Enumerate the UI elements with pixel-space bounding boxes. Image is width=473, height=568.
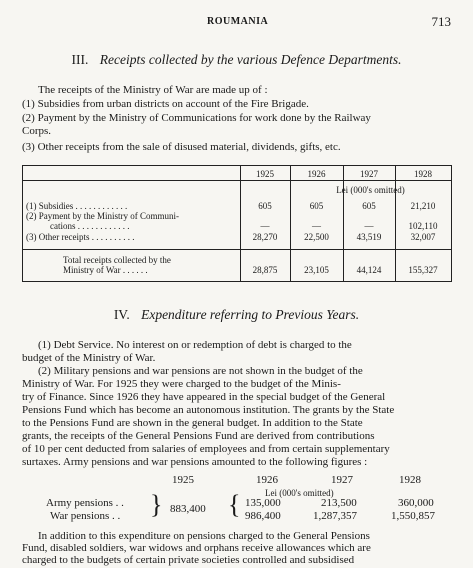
cell-value: 22,500 — [304, 232, 329, 242]
total-value: 23,105 — [304, 265, 329, 275]
closing-line: charged to the budgets of certain private societies controlled and subsidised — [22, 554, 355, 566]
section-3-title: Receipts collected by the various Defence Departments. — [99, 52, 402, 67]
cell-value: 605 — [362, 201, 376, 211]
receipt-item-3: (3) Other receipts from the sale of disused material, dividends, gifts, etc. — [22, 141, 341, 153]
pensions-line: of 10 per cent deducted from salaries of employees and from certain supplementary — [22, 443, 390, 455]
year-header: 1927 — [331, 474, 353, 486]
table-header-year: 1928 — [414, 169, 432, 179]
table-header-year: 1927 — [360, 169, 378, 179]
pensions-line: Ministry of War. For 1925 they were charged to the budget of the Minis- — [22, 378, 341, 390]
total-label-line1: Total receipts collected by the — [63, 255, 171, 265]
cell-value: — — [364, 221, 374, 231]
left-brace-icon: { — [228, 490, 241, 519]
closing-line: In addition to this expenditure on pensions charged to the General Pensions — [38, 530, 370, 542]
cell-value: 43,519 — [356, 232, 382, 242]
page-number: 713 — [431, 14, 451, 29]
total-value: 155,327 — [408, 265, 438, 275]
year-header: 1926 — [256, 474, 278, 486]
total-value: 44,124 — [356, 265, 382, 275]
section-3-number: III. — [71, 52, 89, 67]
row-label-communications: (2) Payment by the Ministry of Communi- — [26, 211, 179, 221]
receipt-item-2: (2) Payment by the Ministry of Communications for work done by the Railway — [22, 112, 371, 124]
army-pensions-value: 213,500 — [321, 497, 357, 509]
pensions-line: grants, the receipts of the General Pensions Fund are derived from contributions — [22, 430, 375, 442]
row-label-subsidies: (1) Subsidies . . . . . . . . . . . . — [26, 201, 128, 211]
receipt-item-1: (1) Subsidies from urban districts on account of the Fire Brigade. — [22, 98, 309, 110]
pensions-line: surtaxes. Army pensions and war pensions amounted to the following figures : — [22, 456, 368, 468]
cell-value: 21,210 — [410, 201, 436, 211]
section-3-intro: The receipts of the Ministry of War are made up of : — [38, 84, 268, 96]
cell-value: 32,007 — [410, 232, 436, 242]
army-pensions-value: 135,000 — [245, 497, 281, 509]
war-pensions-value: 986,400 — [245, 510, 281, 522]
closing-line: Fund, disabled soldiers, war widows and orphans receive allowances which are — [22, 542, 371, 554]
debt-service-line1: (1) Debt Service. No interest on or redemption of debt is charged to the — [38, 339, 352, 351]
army-pensions-label: Army pensions . . — [46, 497, 124, 509]
section-4-title: Expenditure referring to Previous Years. — [141, 307, 360, 322]
section-4-number: IV. — [113, 307, 130, 322]
total-value: 28,875 — [252, 265, 278, 275]
cell-value: — — [260, 221, 270, 231]
army-pensions-value: 360,000 — [398, 497, 434, 509]
cell-value: 605 — [309, 201, 324, 211]
table-header-year: 1926 — [307, 169, 326, 179]
right-brace-icon: } — [150, 490, 163, 519]
pensions-line: try of Finance. Since 1926 they have appeared in the special budget of the General — [22, 391, 386, 403]
pensions-unit: Lei (000's omitted) — [265, 488, 334, 498]
row-label-communications-cont: cations . . . . . . . . . . . . — [50, 221, 130, 231]
running-title: ROUMANIA — [207, 16, 269, 27]
war-pensions-label: War pensions . . — [50, 510, 121, 522]
cell-value: 28,270 — [252, 232, 278, 242]
receipt-item-2-cont: Corps. — [22, 125, 52, 137]
cell-value: 102,110 — [408, 221, 438, 231]
table-header-year: 1925 — [256, 169, 274, 179]
year-header: 1925 — [172, 474, 194, 486]
year-header: 1928 — [399, 474, 421, 486]
pensions-line: (2) Military pensions and war pensions are not shown in the budget of the — [38, 365, 363, 377]
war-pensions-value: 1,550,857 — [391, 510, 435, 522]
pensions-line: Pensions Fund which has become an autonomous institution. The grants by the State — [22, 404, 395, 416]
row-label-other-receipts: (3) Other receipts . . . . . . . . . . — [26, 232, 135, 242]
table-unit: Lei (000's omitted) — [336, 185, 405, 195]
combined-1925-value: 883,400 — [170, 503, 206, 515]
cell-value: — — [312, 221, 321, 231]
cell-value: 605 — [258, 201, 272, 211]
debt-service-line2: budget of the Ministry of War. — [22, 352, 156, 364]
pensions-line: to the Pensions Fund are shown in the general budget. In addition to the State — [22, 417, 363, 429]
war-pensions-value: 1,287,357 — [313, 510, 357, 522]
total-label-line2: Ministry of War . . . . . . — [63, 265, 148, 275]
